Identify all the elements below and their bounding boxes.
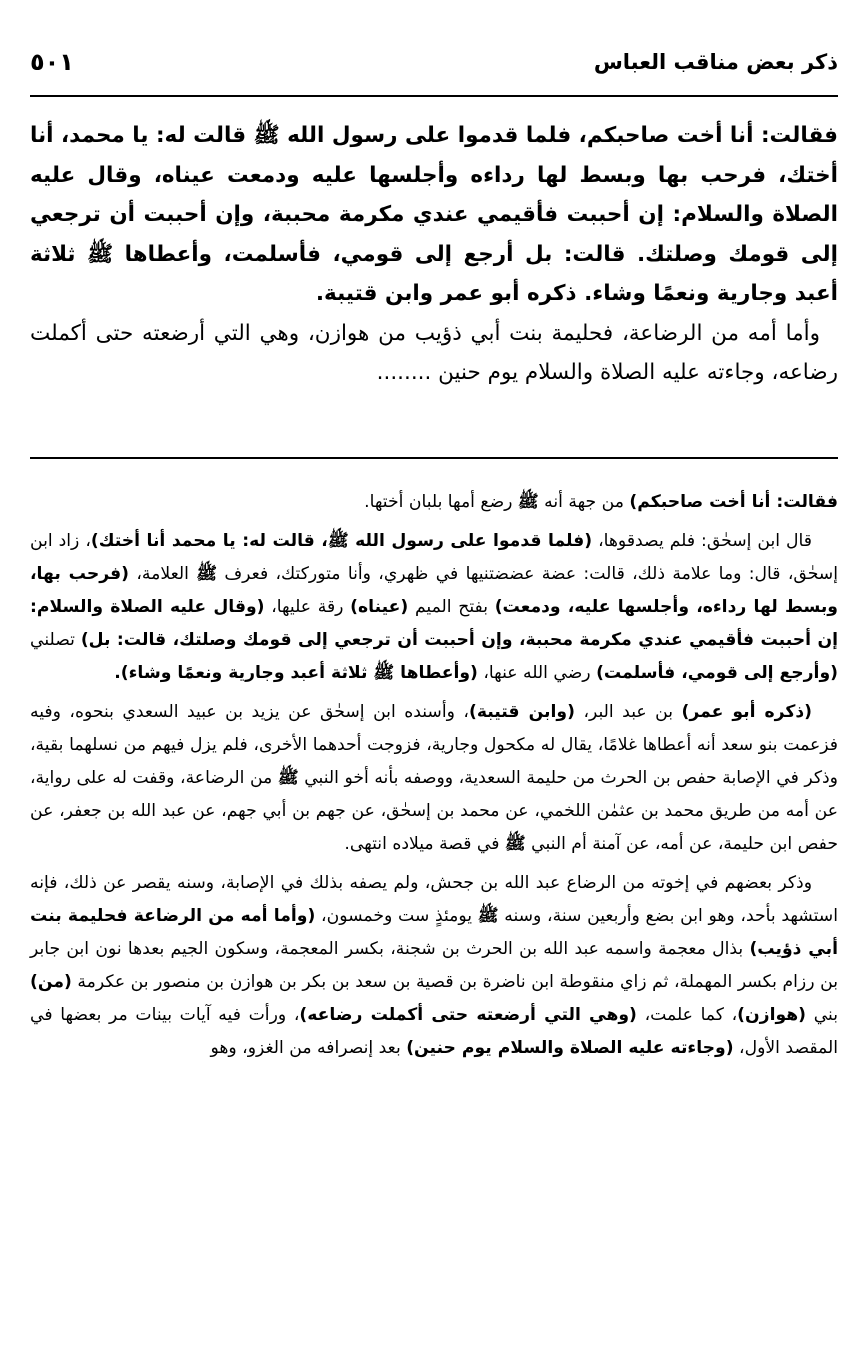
commentary-paragraph bbox=[30, 867, 838, 1065]
commentary bbox=[30, 486, 838, 1071]
salawat-ligature: ﷺ bbox=[196, 564, 218, 584]
salawat-ligature: ﷺ bbox=[517, 492, 539, 512]
quoted-main-text: (وقال عليه الصلاة والسلام: إن أحببت فأقيمي عندي مكرمة محببة، وإن أحببت أن ترجعي إلى قومك وصلتك، قالت: بل) bbox=[30, 597, 838, 650]
salawat-ligature: ﷺ bbox=[477, 906, 499, 926]
commentary-text: ، زاد ابن إسحٰق، قال: وما علامة ذلك، قالت: عضة عضضتنيها في ظهري، وأنا متوركتك، فعرف bbox=[30, 531, 838, 584]
commentary-text: بفتح الميم bbox=[408, 597, 495, 617]
salawat-ligature: ﷺ bbox=[504, 834, 526, 854]
salawat-ligature: ﷺ bbox=[277, 768, 299, 788]
commentary-text: رضع أمها بلبان أختها. bbox=[364, 492, 518, 512]
commentary-text: يومئذٍ ست وخمسون، bbox=[315, 906, 478, 926]
quoted-main-text: (عيناه) bbox=[350, 597, 409, 617]
commentary-text: بذال معجمة واسمه عبد الله بن الحرث بن شجنة، بكسر المعجمة، وسكون الجيم بعدها نون ابن جابر بن رزام بكسر المهملة، ثم زاي منقوطة ابن ناضرة بن قصية بن سعد بن بكر بن هوازن بن منصور بن عكرمة bbox=[30, 939, 838, 992]
quoted-main-text: (هوازن) bbox=[737, 1005, 807, 1025]
commentary-paragraph bbox=[30, 696, 838, 861]
commentary-paragraph bbox=[30, 525, 838, 690]
quoted-main-text: (فلما قدموا على رسول الله bbox=[348, 531, 593, 551]
commentary-paragraph bbox=[30, 486, 838, 519]
commentary-text: بن عبد البر، bbox=[574, 702, 682, 722]
quoted-main-text: ثلاثة أعبد وجارية ونعمًا وشاء). bbox=[114, 663, 374, 683]
salawat-ligature: ﷺ bbox=[373, 663, 395, 683]
commentary-text: العلامة، bbox=[129, 564, 197, 584]
quoted-main-text: (وأعطاها bbox=[394, 663, 478, 683]
commentary-text: وذكر بعضهم في إخوته من الرضاع عبد الله بن جحش، ولم يصفه بذلك في الإصابة، وسنه يقصر عن ذلك، فإنه استشهد بأحد، وهو ابن بضع وأربعين سنة، وسنه bbox=[30, 873, 838, 926]
quoted-main-text: (وابن قتيبة) bbox=[468, 702, 575, 722]
main-text bbox=[30, 116, 838, 393]
quoted-main-text: (فرحب بها، وبسط لها رداءه، وأجلسها عليه، ودمعت) bbox=[30, 564, 838, 617]
main-text-segment: قالت له: يا محمد، أنا أختك، فرحب بها وبسط لها رداءه وأجلسها عليه ودمعت عيناه، وقال عليه الصلاة والسلام: إن أحببت فأقيمي عندي مكرمة محببة، وإن أحببت أن ترجعي إلى قومك وصلتك. قالت: بل أرجع إلى قومي، فأسلمت، وأعطاها bbox=[30, 123, 838, 267]
main-text-segment: ثلاثة أعبد وجارية ونعمًا وشاء. ذكره أبو عمر وابن قتيبة. bbox=[30, 241, 838, 306]
commentary-text: ، ورأت فيه آيات بينات مر بعضها في المقصد الأول، bbox=[30, 1005, 838, 1058]
commentary-text: قال ابن إسحٰق: فلم يصدقوها، bbox=[592, 531, 812, 551]
commentary-text: ، وأسنده ابن إسحٰق عن يزيد بن عبيد السعدي بنحوه، وفيه فزعمت بنو سعد أنه أعطاها غلامًا، يقال له مكحول وجارية، فزوجت أحدهما الأخرى، فلم يزل فيهم من نسلهما بقية، وذكر في الإصابة حفص بن الحرث من حليمة السعدية، ووصفه بأنه أخو النبي bbox=[30, 702, 838, 788]
commentary-text: بعد إنصرافه من الغزو، وهو bbox=[210, 1038, 407, 1058]
quoted-main-text: (وأرجع إلى قومي، فأسلمت) bbox=[596, 663, 838, 683]
commentary-text: من الرضاعة، وقفت له على رواية، عن أمه من طريق محمد بن عثمٰن اللخمي، عن محمد بن إسحٰق، عن جهم بن أبي جهم، عن عبد الله بن جعفر، عن حفص ابن حليمة، عن أمه، عن آمنة أم النبي bbox=[30, 768, 838, 854]
main-text-paragraph-1 bbox=[30, 116, 838, 314]
commentary-text: رقة عليها، bbox=[264, 597, 351, 617]
commentary-text: بني bbox=[806, 1005, 838, 1025]
quoted-main-text: (من) bbox=[30, 972, 72, 992]
quoted-main-text: فقالت: أنا أخت صاحبكم) bbox=[629, 492, 838, 512]
commentary-text: ، كما علمت، bbox=[636, 1005, 738, 1025]
commentary-divider bbox=[30, 457, 838, 459]
commentary-text: رضي الله عنها، bbox=[477, 663, 597, 683]
book-page bbox=[30, 0, 838, 1364]
header-rule bbox=[30, 95, 838, 97]
commentary-text: في قصة ميلاده انتهى. bbox=[344, 834, 505, 854]
page-number: ٥٠١ bbox=[30, 48, 74, 76]
running-title: ذكر بعض مناقب العباس bbox=[593, 50, 838, 74]
main-text-paragraph-2: وأما أمه من الرضاعة، فحليمة بنت أبي ذؤيب من هوازن، وهي التي أرضعته حتى أكملت رضاعه، وجاءته عليه الصلاة والسلام يوم حنين ........ bbox=[30, 320, 838, 385]
quoted-main-text: (ذكره أبو عمر) bbox=[681, 702, 813, 722]
quoted-main-text: (وهي التي أرضعته حتى أكملت رضاعه) bbox=[299, 1005, 637, 1025]
salawat-ligature: ﷺ bbox=[87, 241, 114, 267]
salawat-ligature: ﷺ bbox=[327, 531, 349, 551]
quoted-main-text: ، قالت له: يا محمد أنا أختك) bbox=[90, 531, 328, 551]
main-text-segment: فقالت: أنا أخت صاحبكم، فلما قدموا على رسول الله bbox=[279, 123, 838, 148]
salawat-ligature: ﷺ bbox=[253, 123, 280, 148]
quoted-main-text: (وأما أمه من الرضاعة فحليمة بنت أبي ذؤيب) bbox=[30, 906, 838, 959]
commentary-text: من جهة أنه bbox=[538, 492, 630, 512]
commentary-text: تصلني bbox=[30, 630, 81, 650]
page-header bbox=[30, 42, 838, 82]
quoted-main-text: (وجاءته عليه الصلاة والسلام يوم حنين) bbox=[406, 1038, 734, 1058]
